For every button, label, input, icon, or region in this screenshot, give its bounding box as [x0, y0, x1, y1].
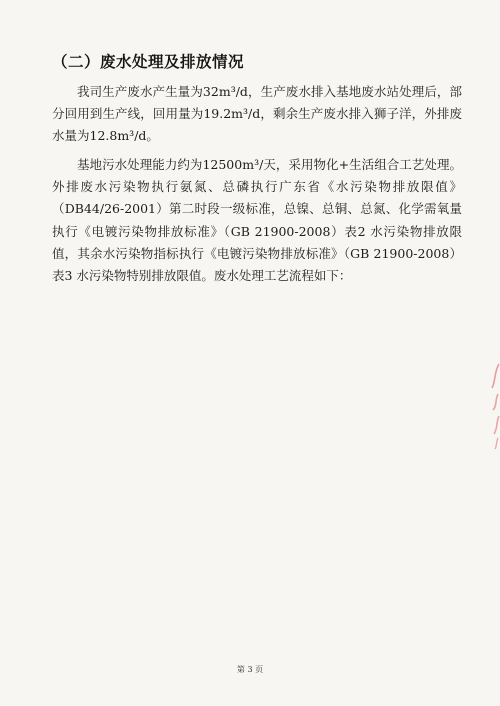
page-number: 第 3 页: [236, 665, 264, 674]
paragraph-wastewater-volume: 我司生产废水产生量为32m³/d，生产废水排入基地废水站处理后，部分回用到生产线，回用量为19.2m³/d，剩余生产废水排入狮子洋，外排废水量为12.8m³/d。: [52, 84, 462, 144]
red-seal-fragment: [486, 362, 500, 450]
section-heading: （二）废水处理及排放情况: [52, 53, 245, 71]
paragraph-treatment-standards: 基地污水处理能力约为12500m³/天，采用物化+生活组合工艺处理。外排废水污染物执行氨氮、总磷执行广东省《水污染物排放限值》（DB44/26-2001）第二时段一级标准，总镍、总铜、总氮、化学需氧量执行《电镀污染物排放标准》（GB 21900-2008）表2 水污染物排放限值，其余水污染物指标执行《电镀污染物排放标准》（GB 21900-2008）表3 水污染物特别排放限值。废水处理工艺流程如下：: [52, 157, 462, 284]
